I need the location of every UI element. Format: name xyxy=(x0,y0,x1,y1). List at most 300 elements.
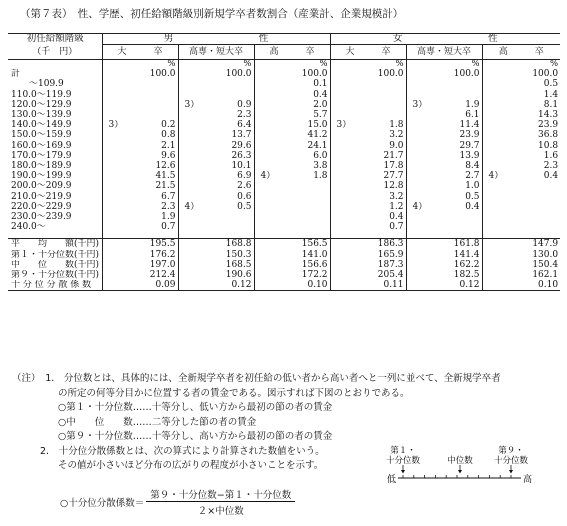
formula xyxy=(60,487,295,517)
marker-cell xyxy=(178,181,208,191)
marker-cell xyxy=(254,161,284,171)
marker-cell xyxy=(254,130,284,140)
value-cell: 0.7 xyxy=(161,222,176,233)
value-cell xyxy=(512,212,560,222)
marker-cell: 4） xyxy=(482,171,512,181)
marker-cell xyxy=(482,202,512,212)
marker-cell xyxy=(254,250,284,260)
marker-cell xyxy=(330,171,360,181)
marker-cell xyxy=(482,100,512,110)
value-cell: 6.9 xyxy=(237,171,252,182)
value-cell: 1.8 xyxy=(389,120,404,131)
row-label: 中 位 数(千円) xyxy=(11,259,100,270)
value-cell: 0.5 xyxy=(543,79,559,90)
pct-unit: % xyxy=(102,60,178,70)
note-line: の所定の何等分目かに位置する者の賃金である。図示すれば下図のとおりである。 xyxy=(58,387,410,399)
value-cell xyxy=(512,202,560,212)
marker-cell xyxy=(330,130,360,140)
value-cell xyxy=(436,212,482,222)
marker-cell xyxy=(178,90,208,100)
value-cell: 100.0 xyxy=(377,69,404,80)
marker-cell xyxy=(254,120,284,130)
table-row xyxy=(8,171,560,181)
female-hs-header: 高 卒 xyxy=(482,45,560,60)
value-cell: 0.6 xyxy=(237,191,252,202)
value-cell xyxy=(360,79,406,89)
value-cell: 10.8 xyxy=(538,140,559,151)
male-univ-header: 大 卒 xyxy=(102,45,178,60)
low-label: 低 xyxy=(387,475,397,485)
value-cell: 212.4 xyxy=(149,270,176,281)
value-cell xyxy=(208,212,254,222)
row-label: 190.0〜199.9 xyxy=(11,171,72,182)
value-cell xyxy=(512,192,560,202)
value-cell xyxy=(132,79,178,89)
row-label: 150.0〜159.9 xyxy=(11,130,72,141)
value-cell xyxy=(208,90,254,100)
value-cell: 13.7 xyxy=(231,130,252,141)
value-cell: 0.09 xyxy=(155,280,176,291)
value-cell: 1.8 xyxy=(313,171,328,182)
note-line: （注） 1. 分位数とは、具体的には、全新規学卒者を初任給の低い者から高い者へと一列に並べて、全新規学卒者 xyxy=(12,373,501,384)
marker-cell: 3） xyxy=(178,100,208,110)
marker-cell xyxy=(102,79,132,89)
value-cell: 197.0 xyxy=(149,259,176,270)
value-cell: 0.7 xyxy=(389,222,404,233)
female-header: 女 性 xyxy=(330,34,560,45)
value-cell: 100.0 xyxy=(301,69,328,80)
value-cell xyxy=(132,110,178,120)
value-cell: 41.2 xyxy=(307,130,328,141)
wage-distribution-table xyxy=(8,33,560,291)
value-cell xyxy=(208,79,254,89)
marker-cell xyxy=(102,280,132,291)
marker-cell xyxy=(254,69,284,79)
marker-cell: 4） xyxy=(254,171,284,181)
marker-cell xyxy=(178,280,208,291)
marker-cell: 3） xyxy=(406,100,436,110)
value-cell: 0.9 xyxy=(237,99,252,110)
table-row xyxy=(8,100,560,110)
table-row xyxy=(8,151,560,161)
marker-cell xyxy=(178,130,208,140)
marker-cell xyxy=(482,110,512,120)
value-cell xyxy=(360,90,406,100)
marker-cell xyxy=(178,250,208,260)
table-row xyxy=(8,130,560,140)
value-cell: 12.8 xyxy=(383,181,404,192)
marker-cell xyxy=(330,181,360,191)
value-cell xyxy=(132,100,178,110)
marker-cell xyxy=(254,239,284,250)
table-row xyxy=(8,69,560,79)
pct-unit: % xyxy=(406,60,482,70)
marker-cell xyxy=(482,222,512,232)
value-cell: 17.8 xyxy=(383,161,404,172)
marker-cell xyxy=(254,79,284,89)
row-label: 240.0〜 xyxy=(11,222,46,233)
marker-cell xyxy=(406,250,436,260)
row-label: 十 分 位 分 散 係 数 xyxy=(11,280,92,291)
d9-label-top: 第９・ xyxy=(498,446,524,456)
marker-cell xyxy=(482,161,512,171)
value-cell: 2.7 xyxy=(465,171,480,182)
row-label: 110.0〜119.9 xyxy=(11,89,72,100)
marker-cell xyxy=(406,141,436,151)
marker-cell xyxy=(178,69,208,79)
table-row xyxy=(8,141,560,151)
value-cell: 24.1 xyxy=(307,140,328,151)
marker-cell xyxy=(178,192,208,202)
marker-cell xyxy=(406,212,436,222)
marker-cell xyxy=(254,202,284,212)
marker-cell xyxy=(254,192,284,202)
value-cell xyxy=(512,181,560,191)
row-label: 180.0〜189.9 xyxy=(11,161,72,172)
value-cell: 2.3 xyxy=(543,161,559,172)
marker-cell xyxy=(482,151,512,161)
marker-cell xyxy=(406,151,436,161)
stat-row xyxy=(8,239,560,250)
marker-cell xyxy=(330,161,360,171)
value-cell: 13.9 xyxy=(459,150,480,161)
value-cell: 195.5 xyxy=(149,239,176,250)
row-label: 160.0〜169.9 xyxy=(11,140,72,151)
marker-cell xyxy=(406,120,436,130)
value-cell: 0.8 xyxy=(161,130,176,141)
marker-cell xyxy=(254,222,284,232)
marker-cell xyxy=(482,280,512,291)
value-cell: 0.2 xyxy=(161,120,176,131)
value-cell: 3.8 xyxy=(313,161,328,172)
value-cell: 29.7 xyxy=(459,140,480,151)
note-line: 2. 十分位分散係数とは、次の算式により計算された数値をいう。 xyxy=(40,445,325,457)
marker-cell xyxy=(482,270,512,280)
value-cell: 2.3 xyxy=(237,110,252,121)
marker-cell xyxy=(482,239,512,250)
marker-cell xyxy=(482,250,512,260)
value-cell: 0.1 xyxy=(313,79,328,90)
marker-cell xyxy=(330,270,360,280)
marker-cell xyxy=(406,280,436,291)
value-cell: 1.9 xyxy=(465,99,480,110)
value-cell: 21.7 xyxy=(383,150,404,161)
value-cell: 150.3 xyxy=(225,249,252,260)
marker-cell xyxy=(482,120,512,130)
value-cell: 100.0 xyxy=(453,69,480,80)
value-cell: 3.2 xyxy=(389,191,404,202)
marker-cell xyxy=(406,161,436,171)
row-label: 220.0〜229.9 xyxy=(11,201,72,212)
value-cell xyxy=(284,212,330,222)
axis-ticks xyxy=(403,475,511,478)
marker-cell xyxy=(406,69,436,79)
marker-cell xyxy=(330,151,360,161)
value-cell: 0.5 xyxy=(465,191,480,202)
table-row xyxy=(8,79,560,89)
value-cell: 1.0 xyxy=(465,181,480,192)
value-cell: 2.3 xyxy=(161,201,176,212)
value-cell: 1.6 xyxy=(543,150,559,161)
value-cell: 6.0 xyxy=(313,150,328,161)
formula-numerator: 第９・十分位数−第１・十分位数 xyxy=(150,490,292,501)
marker-cell xyxy=(406,90,436,100)
unit-header: （千 円） xyxy=(32,46,78,57)
value-cell: 6.4 xyxy=(237,120,252,131)
marker-cell xyxy=(406,260,436,270)
marker-cell: 4） xyxy=(406,202,436,212)
row-label: 200.0〜209.9 xyxy=(11,181,72,192)
value-cell xyxy=(284,222,330,232)
marker-cell xyxy=(102,212,132,222)
marker-cell xyxy=(178,79,208,89)
marker-cell xyxy=(102,110,132,120)
marker-cell xyxy=(254,181,284,191)
marker-cell xyxy=(406,130,436,140)
marker-cell xyxy=(482,79,512,89)
d9-label-bottom: 十分位数 xyxy=(493,456,529,466)
marker-cell xyxy=(482,181,512,191)
pct-unit: % xyxy=(330,60,406,70)
marker-cell xyxy=(254,100,284,110)
marker-cell xyxy=(330,79,360,89)
marker-cell xyxy=(330,202,360,212)
table-row xyxy=(8,212,560,222)
value-cell xyxy=(284,192,330,202)
table-row xyxy=(8,192,560,202)
stat-row xyxy=(8,250,560,260)
marker-cell xyxy=(254,90,284,100)
marker-cell xyxy=(178,222,208,232)
marker-cell xyxy=(178,239,208,250)
value-cell: 5.7 xyxy=(313,110,328,121)
value-cell: 187.3 xyxy=(377,259,404,270)
value-cell: 156.5 xyxy=(301,239,328,250)
value-cell: 182.5 xyxy=(453,270,480,281)
marker-cell xyxy=(406,171,436,181)
value-cell: 147.9 xyxy=(532,239,559,250)
row-label: 〜109.9 xyxy=(11,79,64,90)
value-cell: 186.3 xyxy=(377,239,404,250)
value-cell: 141.4 xyxy=(453,249,480,260)
value-cell xyxy=(132,90,178,100)
marker-cell xyxy=(330,250,360,260)
male-jc-header: 高専・短大卒 xyxy=(178,45,254,60)
table-title: （第７表） 性、学歴、初任給額階級別新規学卒者数割合（産業計、企業規模計） xyxy=(20,8,404,20)
value-cell: 172.2 xyxy=(301,270,328,281)
value-cell: 23.9 xyxy=(459,130,480,141)
stat-row xyxy=(8,260,560,270)
marker-cell xyxy=(482,69,512,79)
value-cell: 0.4 xyxy=(313,89,328,100)
row-label: 140.0〜149.9 xyxy=(11,120,72,131)
value-cell: 8.4 xyxy=(465,161,480,172)
value-cell: 41.5 xyxy=(155,171,176,182)
d1-label-bottom: 十分位数 xyxy=(385,456,421,466)
value-cell: 2.1 xyxy=(161,140,176,151)
row-label: 210.0〜219.9 xyxy=(11,191,72,202)
value-cell: 36.8 xyxy=(538,130,559,141)
value-cell: 1.2 xyxy=(389,201,404,212)
marker-cell xyxy=(330,100,360,110)
value-cell: 1.9 xyxy=(161,212,176,223)
marker-cell xyxy=(102,192,132,202)
value-cell: 15.0 xyxy=(307,120,328,131)
marker-cell xyxy=(482,130,512,140)
value-cell: 12.6 xyxy=(155,161,176,172)
value-cell: 100.0 xyxy=(149,69,176,80)
marker-cell xyxy=(482,192,512,202)
marker-cell xyxy=(482,141,512,151)
marker-cell xyxy=(330,192,360,202)
note-line: ○第１・十分位数……十等分し、低い方から最初の節の者の賃金 xyxy=(58,402,333,413)
value-cell: 130.0 xyxy=(532,249,559,260)
row-label: 第１・十分位数(千円) xyxy=(11,249,100,260)
note-line: その値が小さいほど分布の広がりの程度が小さいことを示す。 xyxy=(58,460,324,471)
value-cell: 162.1 xyxy=(532,270,559,281)
formula-denominator: ２×中位数 xyxy=(146,501,295,517)
value-cell: 205.4 xyxy=(377,270,404,281)
median-label: 中位数 xyxy=(447,456,473,466)
marker-cell xyxy=(482,260,512,270)
value-cell: 2.6 xyxy=(237,181,252,192)
marker-cell xyxy=(330,222,360,232)
table-row xyxy=(8,202,560,212)
marker-cell xyxy=(178,171,208,181)
marker-cell xyxy=(406,222,436,232)
marker-cell xyxy=(254,110,284,120)
value-cell: 6.1 xyxy=(465,110,480,121)
value-cell: 168.8 xyxy=(225,239,252,250)
value-cell: 0.4 xyxy=(389,212,404,223)
marker-cell xyxy=(482,90,512,100)
table-row xyxy=(8,181,560,191)
note-line: ○中 位 数……二等分した節の者の賃金 xyxy=(58,416,257,428)
marker-cell xyxy=(178,161,208,171)
table-row xyxy=(8,90,560,100)
marker-cell xyxy=(102,100,132,110)
value-cell xyxy=(208,222,254,232)
value-cell: 165.9 xyxy=(377,249,404,260)
class-header: 初任給額階級 xyxy=(26,33,84,45)
stat-row xyxy=(8,270,560,280)
d1-label-top: 第１・ xyxy=(390,446,416,456)
row-label: 130.0〜139.9 xyxy=(11,110,72,121)
marker-cell xyxy=(254,260,284,270)
formula-label: ○十分位分散係数＝ xyxy=(60,498,145,509)
marker-cell xyxy=(102,130,132,140)
marker-cell xyxy=(330,90,360,100)
d1-arrowhead xyxy=(401,470,405,474)
female-jc-header: 高専・短大卒 xyxy=(406,45,482,60)
value-cell: 0.11 xyxy=(383,280,404,291)
marker-cell xyxy=(102,141,132,151)
row-label: 計 xyxy=(11,69,21,80)
marker-cell xyxy=(178,151,208,161)
value-cell: 23.9 xyxy=(538,120,559,131)
marker-cell: 3） xyxy=(102,120,132,130)
marker-cell xyxy=(178,120,208,130)
value-cell: 9.6 xyxy=(161,150,176,161)
value-cell: 0.12 xyxy=(459,280,480,291)
table-row xyxy=(8,120,560,130)
marker-cell xyxy=(178,270,208,280)
table-row xyxy=(8,222,560,232)
marker-cell xyxy=(330,141,360,151)
value-cell: 0.5 xyxy=(237,201,252,212)
marker-cell xyxy=(102,69,132,79)
marker-cell: 3） xyxy=(330,120,360,130)
male-hs-header: 高 卒 xyxy=(254,45,330,60)
marker-cell xyxy=(254,141,284,151)
value-cell: 29.6 xyxy=(231,140,252,151)
value-cell: 141.0 xyxy=(301,249,328,260)
marker-cell xyxy=(254,270,284,280)
marker-cell xyxy=(482,212,512,222)
marker-cell: 4） xyxy=(178,202,208,212)
value-cell: 1.4 xyxy=(543,89,559,100)
value-cell: 2.0 xyxy=(313,99,328,110)
value-cell xyxy=(436,222,482,232)
value-cell: 190.6 xyxy=(225,270,252,281)
marker-cell xyxy=(330,280,360,291)
table-row xyxy=(8,161,560,171)
value-cell xyxy=(436,79,482,89)
pct-unit: % xyxy=(482,60,560,70)
value-cell: 9.0 xyxy=(389,140,404,151)
marker-cell xyxy=(330,260,360,270)
marker-cell xyxy=(254,151,284,161)
marker-cell xyxy=(254,212,284,222)
value-cell xyxy=(284,202,330,212)
row-label: 第９・十分位数(千円) xyxy=(11,270,100,281)
value-cell: 21.5 xyxy=(155,181,176,192)
d9-arrowhead xyxy=(509,470,513,474)
marker-cell xyxy=(406,110,436,120)
marker-cell xyxy=(102,181,132,191)
value-cell: 10.1 xyxy=(231,161,252,172)
value-cell: 176.2 xyxy=(149,249,176,260)
value-cell: 156.6 xyxy=(301,259,328,270)
marker-cell xyxy=(406,79,436,89)
value-cell: 0.10 xyxy=(538,280,559,291)
value-cell: 161.8 xyxy=(453,239,480,250)
value-cell: 100.0 xyxy=(532,69,559,80)
marker-cell xyxy=(102,161,132,171)
value-cell: 14.3 xyxy=(538,110,559,121)
table-row xyxy=(8,110,560,120)
value-cell: 0.4 xyxy=(543,171,559,182)
row-label: 230.0〜239.9 xyxy=(11,212,72,223)
value-cell: 3.2 xyxy=(389,130,404,141)
marker-cell xyxy=(406,192,436,202)
stat-row xyxy=(8,280,560,291)
value-cell xyxy=(284,181,330,191)
value-cell: 8.1 xyxy=(543,99,559,110)
pct-unit: % xyxy=(178,60,254,70)
marker-cell xyxy=(254,280,284,291)
value-cell: 26.3 xyxy=(231,150,252,161)
quantile-diagram xyxy=(385,445,535,490)
row-label: 120.0〜129.9 xyxy=(11,99,72,110)
value-cell: 6.7 xyxy=(161,191,176,202)
note-line: ○第９・十分位数……十等分し、高い方から最初の節の者の賃金 xyxy=(58,431,333,442)
value-cell: 0.4 xyxy=(465,201,480,212)
marker-cell xyxy=(178,212,208,222)
marker-cell xyxy=(102,151,132,161)
value-cell xyxy=(360,100,406,110)
marker-cell xyxy=(102,250,132,260)
